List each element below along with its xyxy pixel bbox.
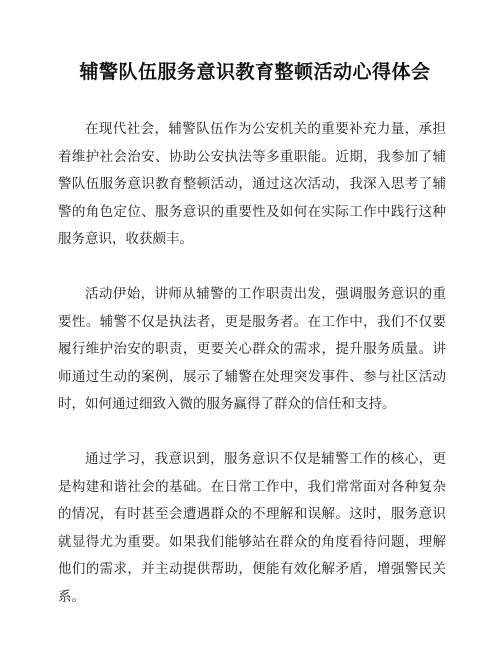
paragraph-reflection: 通过学习，我意识到，服务意识不仅是辅警工作的核心，更是构建和谐社会的基础。在日常工作中，我们常常面对各种复杂的情况，有时甚至会遭遇群众的不理解和误解。这时，服务意识就显得尤为重要。如果我们能够站在群众的角度看待问题，理解他们的需求，并主动提供帮助，便能有效化解矛盾，增强警民关系。 bbox=[58, 450, 446, 605]
paragraph-intro: 在现代社会，辅警队伍作为公安机关的重要补充力量，承担着维护社会治安、协助公安执法等多重职能。近期，我参加了辅警队伍服务意识教育整顿活动，通过这次活动，我深入思考了辅警的角色定位、服务意识的重要性及如何在实际工作中践行这种服务意识，收获颇丰。 bbox=[58, 121, 446, 248]
document-body bbox=[58, 116, 446, 639]
document-title: 辅警队伍服务意识教育整顿活动心得体会 bbox=[79, 61, 431, 83]
paragraph-activity: 活动伊始，讲师从辅警的工作职责出发，强调服务意识的重要性。辅警不仅是执法者，更是服务者。在工作中，我们不仅要履行维护治安的职责，更要关心群众的需求，提升服务质量。讲师通过生动的案例，展示了辅警在处理突发事件、参与社区活动时，如何通过细致入微的服务赢得了群众的信任和支持。 bbox=[58, 285, 446, 413]
